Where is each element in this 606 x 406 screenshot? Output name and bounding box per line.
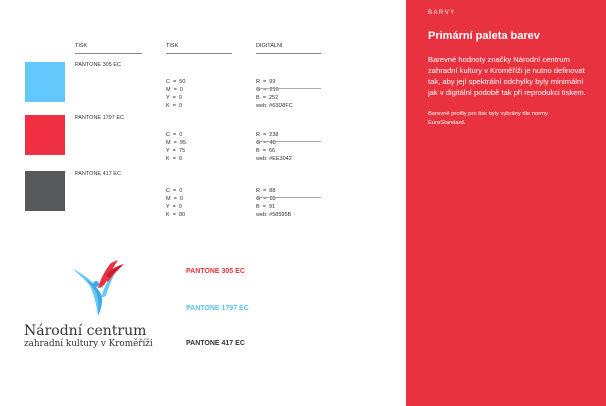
swatch-pantone-417 <box>25 171 65 211</box>
row-divider <box>256 141 321 142</box>
header-digital: DIGITALNÍ <box>256 43 283 49</box>
header-divider <box>256 53 321 54</box>
pantone-label-1797: PANTONE 1797 EC <box>186 305 249 312</box>
section-label: BARVY <box>428 10 456 16</box>
row-name: PANTONE 417 EC <box>75 171 121 177</box>
rgb-values: R = 88 G = 89 B = 91 web: #58595B <box>256 188 292 218</box>
rgb-values: R = 99 G = 216 B = 252 web: #63D8FC <box>256 79 293 109</box>
ncz-logo-icon <box>68 258 128 320</box>
row-name: PANTONE 1797 EC <box>75 115 125 121</box>
brand-name: Národní centrum <box>24 323 147 339</box>
cmyk-values: C = 0 M = 0 Y = 0 K = 80 <box>166 188 186 218</box>
row-divider <box>256 88 321 89</box>
swatch-pantone-1797 <box>25 115 65 155</box>
panel-body-text: Barevné hodnoty značky Národní centrum zahradní kultury v Kroměříži je nutno definovat tak, aby její spektrální odchylky byly minimální jak v digitální podobě tak při reprodukci tiskem. <box>428 55 586 97</box>
pantone-label-417: PANTONE 417 EC <box>186 340 245 347</box>
pantone-label-305: PANTONE 305 EC <box>186 268 245 275</box>
header-print-1: TISK <box>75 43 88 49</box>
swatch-pantone-305 <box>25 62 65 102</box>
panel-note-text: Barevné profily pro tisk byly vybrány dle normy EuroStandard. <box>428 111 548 126</box>
header-divider <box>166 53 232 54</box>
header-divider <box>75 53 142 54</box>
panel-title: Primární paleta barev <box>428 30 540 42</box>
brand-subtitle: zahradní kultury v Kroměříži <box>24 339 153 349</box>
description-panel <box>406 0 606 406</box>
header-print-2: TISK <box>166 43 179 49</box>
row-name: PANTONE 305 EC <box>75 62 121 68</box>
cmyk-values: C = 0 M = 95 Y = 75 K = 0 <box>166 132 187 162</box>
row-divider <box>256 197 321 198</box>
rgb-values: R = 238 G = 48 B = 66 web: #EE3042 <box>256 132 292 162</box>
cmyk-values: C = 50 M = 0 Y = 0 K = 0 <box>166 79 186 109</box>
